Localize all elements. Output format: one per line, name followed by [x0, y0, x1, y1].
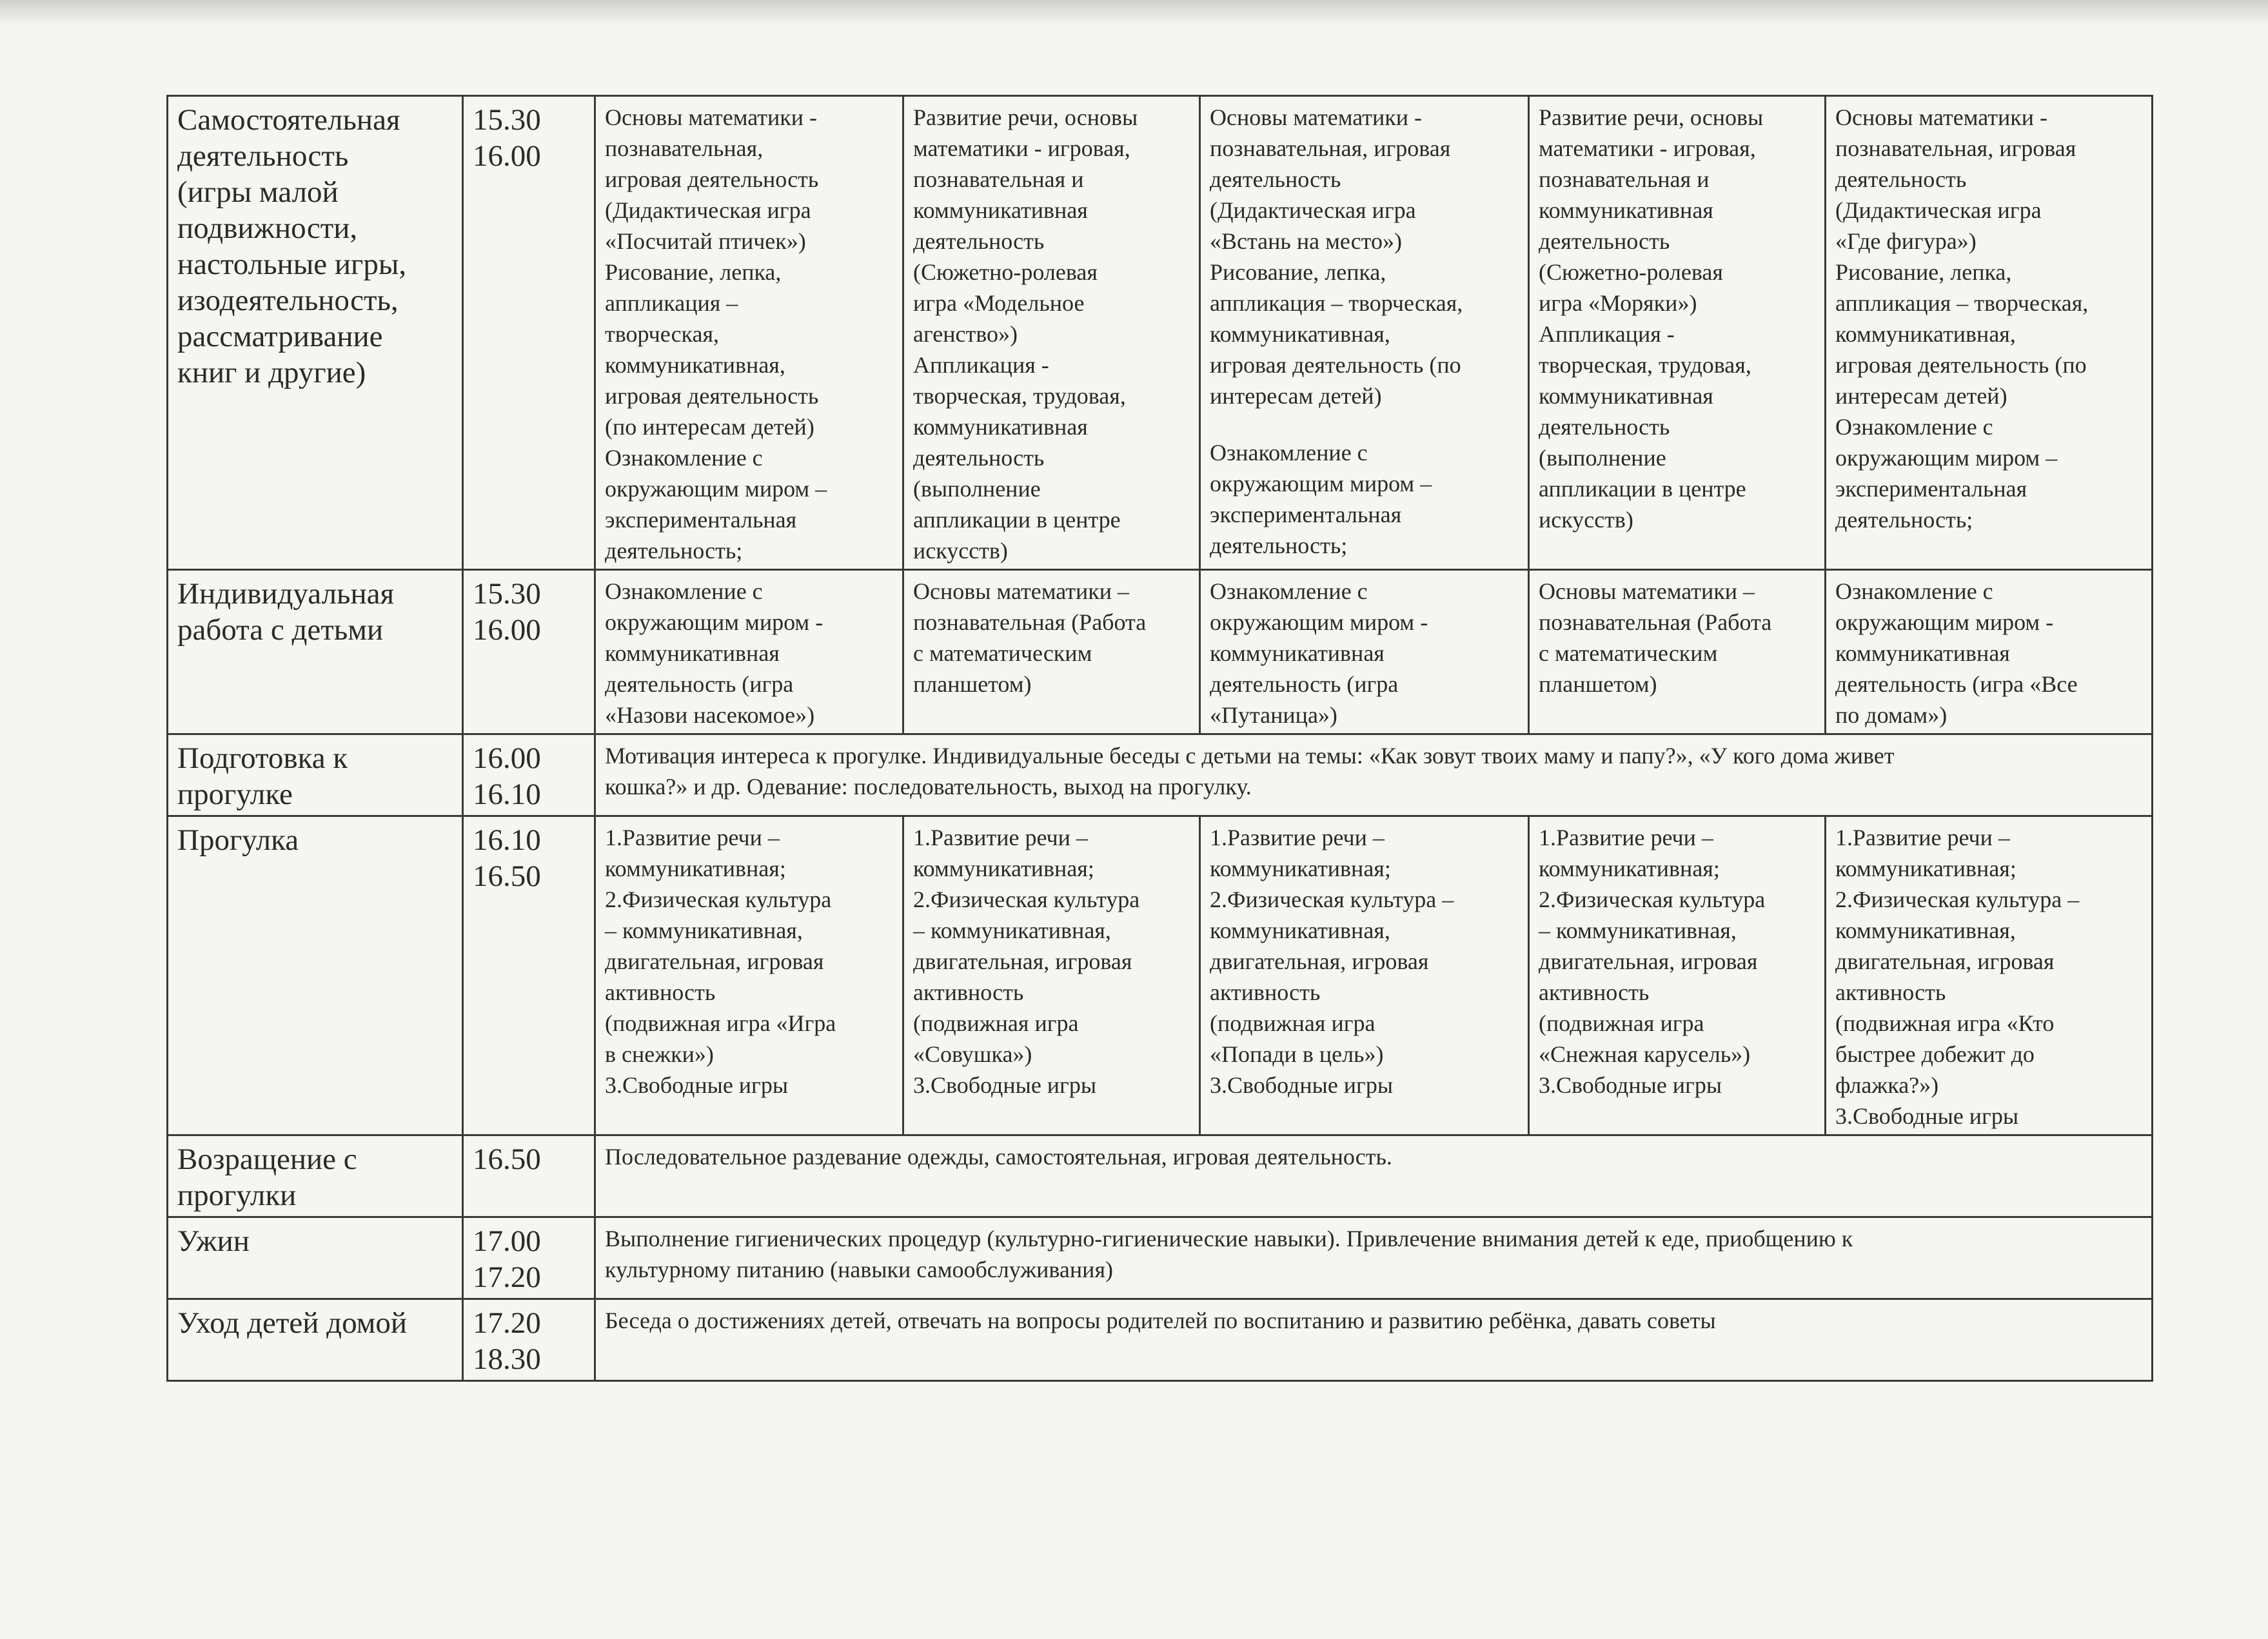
- plan-line: (подвижная игра: [913, 1010, 1079, 1036]
- plan-line: математики - игровая,: [1539, 135, 1756, 161]
- plan-line: игровая деятельность: [605, 166, 819, 192]
- merged-description-cell: [595, 1299, 2153, 1381]
- plan-line: познавательная и: [1539, 166, 1710, 192]
- plan-line: двигательная, игровая: [913, 948, 1132, 974]
- plan-line: Ознакомление с: [1835, 578, 1993, 604]
- plan-line: Основы математики –: [913, 578, 1130, 604]
- day-plan-cell: [903, 96, 1200, 570]
- plan-line: (подвижная игра: [1210, 1010, 1376, 1036]
- plan-line: (подвижная игра: [1539, 1010, 1704, 1036]
- plan-line: аппликация –: [605, 290, 738, 316]
- plan-line: флажка?»): [1835, 1072, 1939, 1098]
- day-plan-cell: [1200, 816, 1529, 1135]
- plan-line: познавательная (Работа: [913, 609, 1147, 635]
- plan-line: 3.Свободные игры: [1210, 1072, 1394, 1098]
- plan-line: искусств): [913, 538, 1008, 564]
- plan-line: экспериментальная: [1835, 476, 2027, 502]
- plan-line: окружающим миром –: [1835, 445, 2058, 471]
- plan-line: Основы математики -: [1210, 104, 1423, 130]
- plan-line: искусств): [1539, 507, 1633, 533]
- plan-line: познавательная и: [913, 166, 1084, 192]
- time-line: 16.50: [473, 859, 541, 893]
- plan-line: Рисование, лепка,: [605, 259, 782, 285]
- plan-line: деятельность: [1835, 166, 1967, 192]
- day-plan-cell: [1826, 96, 2153, 570]
- plan-line: деятельность: [913, 228, 1045, 254]
- time-line: 16.10: [473, 823, 541, 857]
- plan-line: деятельность: [1210, 166, 1341, 192]
- plan-line: коммуникативная: [1210, 640, 1385, 666]
- plan-line: в снежки»): [605, 1041, 714, 1067]
- plan-line: «Совушка»): [913, 1041, 1032, 1067]
- plan-line: познавательная (Работа: [1539, 609, 1772, 635]
- activity-line: прогулки: [177, 1179, 297, 1212]
- activity-line: Самостоятельная: [177, 103, 400, 137]
- activity-line: Ужин: [177, 1224, 250, 1258]
- schedule-row: [168, 734, 2153, 816]
- time-cell: [463, 570, 595, 734]
- description-line: Последовательное раздевание одежды, самостоятельная, игровая деятельность.: [605, 1144, 1392, 1170]
- merged-description-cell: [595, 1135, 2153, 1217]
- plan-line: 3.Свободные игры: [913, 1072, 1097, 1098]
- activity-cell: [168, 1135, 463, 1217]
- plan-line: интересам детей): [1835, 383, 2007, 409]
- plan-line: двигательная, игровая: [1210, 948, 1429, 974]
- plan-line: коммуникативная: [913, 414, 1088, 440]
- plan-line: Основы математики -: [1835, 104, 2048, 130]
- schedule-row: [168, 1299, 2153, 1381]
- plan-line: – коммуникативная,: [1539, 918, 1737, 943]
- schedule-body: [168, 96, 2153, 1381]
- merged-description-cell: [595, 734, 2153, 816]
- plan-line: познавательная, игровая: [1210, 135, 1451, 161]
- plan-line: Ознакомление с: [605, 578, 763, 604]
- activity-line: рассматривание: [177, 320, 383, 353]
- activity-cell: [168, 816, 463, 1135]
- plan-line: Основы математики -: [605, 104, 818, 130]
- day-plan-cell: [595, 96, 903, 570]
- activity-cell: [168, 570, 463, 734]
- plan-line: Аппликация -: [913, 352, 1049, 378]
- plan-line: (выполнение: [913, 476, 1041, 502]
- plan-line: деятельность (игра: [605, 671, 794, 697]
- time-line: 15.30: [473, 577, 541, 611]
- time-cell: [463, 1299, 595, 1381]
- time-line: 16.50: [473, 1143, 541, 1176]
- time-line: 15.30: [473, 103, 541, 137]
- plan-line: окружающим миром –: [605, 476, 827, 502]
- plan-line: 1.Развитие речи –: [1210, 825, 1385, 850]
- plan-line: познавательная, игровая: [1835, 135, 2076, 161]
- plan-line: 3.Свободные игры: [1835, 1103, 2019, 1129]
- day-plan-cell: [1200, 96, 1529, 570]
- plan-line: коммуникативная: [913, 197, 1088, 223]
- plan-line: Ознакомление с: [605, 445, 763, 471]
- plan-line: окружающим миром –: [1210, 471, 1432, 496]
- plan-line: Развитие речи, основы: [913, 104, 1138, 130]
- plan-line: Рисование, лепка,: [1835, 259, 2012, 285]
- plan-line: коммуникативная;: [1210, 856, 1391, 881]
- description-line: Мотивация интереса к прогулке. Индивидуальные беседы с детьми на темы: «Как зовут твоих маму и папу?», «У кого дома живет: [605, 743, 1895, 769]
- plan-line: Ознакомление с: [1835, 414, 1993, 440]
- plan-line: по домам»): [1835, 702, 1948, 728]
- plan-line: планшетом): [913, 671, 1032, 697]
- plan-line: познавательная,: [605, 135, 764, 161]
- blank-line: [1210, 411, 1519, 437]
- plan-line: коммуникативная;: [605, 856, 786, 881]
- plan-line: деятельность: [1539, 414, 1670, 440]
- activity-line: настольные игры,: [177, 248, 407, 281]
- plan-line: 2.Физическая культура: [1539, 887, 1766, 912]
- time-line: 16.00: [473, 139, 541, 173]
- plan-line: Ознакомление с: [1210, 440, 1368, 466]
- merged-description-cell: [595, 1217, 2153, 1299]
- plan-line: окружающим миром -: [1210, 609, 1428, 635]
- scan-shadow: [0, 0, 2268, 26]
- activity-cell: [168, 1299, 463, 1381]
- plan-line: игровая деятельность (по: [1210, 352, 1461, 378]
- plan-line: аппликации в центре: [913, 507, 1121, 533]
- plan-line: творческая,: [605, 321, 720, 347]
- activity-cell: [168, 734, 463, 816]
- plan-line: деятельность: [913, 445, 1045, 471]
- schedule-row: [168, 1135, 2153, 1217]
- day-plan-cell: [595, 816, 903, 1135]
- plan-line: интересам детей): [1210, 383, 1382, 409]
- time-line: 17.20: [473, 1306, 541, 1340]
- plan-line: «Снежная карусель»): [1539, 1041, 1751, 1067]
- plan-line: активность: [913, 979, 1024, 1005]
- plan-line: «Где фигура»): [1835, 228, 1977, 254]
- activity-cell: [168, 96, 463, 570]
- plan-line: двигательная, игровая: [1835, 948, 2055, 974]
- activity-line: изодеятельность,: [177, 284, 399, 317]
- day-plan-cell: [1826, 570, 2153, 734]
- activity-line: Уход детей домой: [177, 1306, 408, 1340]
- plan-line: 3.Свободные игры: [605, 1072, 789, 1098]
- plan-line: коммуникативная,: [1210, 918, 1390, 943]
- day-plan-cell: [903, 570, 1200, 734]
- schedule-row: [168, 816, 2153, 1135]
- day-plan-cell: [1529, 96, 1826, 570]
- description-line: Выполнение гигиенических процедур (культурно-гигиенические навыки). Привлечение внимания детей к еде, приобщению к: [605, 1226, 1853, 1251]
- plan-line: двигательная, игровая: [1539, 948, 1758, 974]
- plan-line: 1.Развитие речи –: [913, 825, 1088, 850]
- time-cell: [463, 1217, 595, 1299]
- plan-line: коммуникативная,: [605, 352, 785, 378]
- plan-line: активность: [1539, 979, 1650, 1005]
- time-line: 17.20: [473, 1261, 541, 1294]
- plan-line: коммуникативная;: [913, 856, 1094, 881]
- schedule-row: [168, 1217, 2153, 1299]
- plan-line: коммуникативная,: [1210, 321, 1390, 347]
- plan-line: игровая деятельность: [605, 383, 819, 409]
- plan-line: 1.Развитие речи –: [605, 825, 780, 850]
- plan-line: коммуникативная: [1539, 383, 1713, 409]
- plan-line: Основы математики –: [1539, 578, 1755, 604]
- plan-line: активность: [1210, 979, 1321, 1005]
- schedule-row: [168, 570, 2153, 734]
- plan-line: коммуникативная;: [1539, 856, 1720, 881]
- activity-line: работа с детьми: [177, 613, 384, 647]
- plan-line: Аппликация -: [1539, 321, 1675, 347]
- plan-line: (выполнение: [1539, 445, 1666, 471]
- plan-line: коммуникативная,: [1835, 321, 2016, 347]
- plan-line: коммуникативная: [1539, 197, 1713, 223]
- plan-line: деятельность (игра: [1210, 671, 1399, 697]
- plan-line: 2.Физическая культура: [913, 887, 1140, 912]
- activity-line: деятельность: [177, 139, 349, 173]
- time-line: 16.00: [473, 613, 541, 647]
- time-cell: [463, 1135, 595, 1217]
- plan-line: (Дидактическая игра: [1835, 197, 2042, 223]
- plan-line: экспериментальная: [605, 507, 797, 533]
- plan-line: «Путаница»): [1210, 702, 1337, 728]
- plan-line: игра «Моряки»): [1539, 290, 1697, 316]
- time-cell: [463, 734, 595, 816]
- plan-line: (Сюжетно-ролевая: [913, 259, 1098, 285]
- plan-line: деятельность;: [605, 538, 743, 564]
- schedule-table: [166, 95, 2153, 1382]
- description-line: Беседа о достижениях детей, отвечать на вопросы родителей по воспитанию и развитию ребёнка, давать советы: [605, 1308, 1716, 1333]
- plan-line: (Дидактическая игра: [1210, 197, 1416, 223]
- plan-line: с математическим: [913, 640, 1092, 666]
- day-plan-cell: [1200, 570, 1529, 734]
- activity-line: (игры малой: [177, 175, 339, 209]
- plan-line: аппликация – творческая,: [1835, 290, 2089, 316]
- plan-line: агенство»): [913, 321, 1018, 347]
- plan-line: активность: [605, 979, 716, 1005]
- plan-line: Ознакомление с: [1210, 578, 1368, 604]
- time-cell: [463, 96, 595, 570]
- day-plan-cell: [1529, 816, 1826, 1135]
- plan-line: окружающим миром -: [1835, 609, 2054, 635]
- plan-line: 2.Физическая культура: [605, 887, 832, 912]
- plan-line: коммуникативная: [1835, 640, 2010, 666]
- plan-line: деятельность (игра «Все: [1835, 671, 2078, 697]
- day-plan-cell: [595, 570, 903, 734]
- day-plan-cell: [903, 816, 1200, 1135]
- plan-line: аппликация – творческая,: [1210, 290, 1463, 316]
- activity-line: Индивидуальная: [177, 577, 395, 611]
- day-plan-cell: [1826, 816, 2153, 1135]
- plan-line: (Дидактическая игра: [605, 197, 811, 223]
- plan-line: активность: [1835, 979, 1946, 1005]
- plan-line: – коммуникативная,: [913, 918, 1111, 943]
- description-line: кошка?» и др. Одевание: последовательность, выход на прогулку.: [605, 774, 1252, 800]
- plan-line: 1.Развитие речи –: [1539, 825, 1713, 850]
- plan-line: (подвижная игра «Игра: [605, 1010, 836, 1036]
- plan-line: 1.Развитие речи –: [1835, 825, 2010, 850]
- plan-line: с математическим: [1539, 640, 1718, 666]
- time-line: 16.10: [473, 778, 541, 811]
- plan-line: двигательная, игровая: [605, 948, 824, 974]
- activity-cell: [168, 1217, 463, 1299]
- plan-line: аппликации в центре: [1539, 476, 1746, 502]
- activity-line: подвижности,: [177, 211, 358, 245]
- activity-line: Подготовка к: [177, 741, 348, 775]
- plan-line: быстрее добежит до: [1835, 1041, 2035, 1067]
- plan-line: игра «Модельное: [913, 290, 1085, 316]
- plan-line: (подвижная игра «Кто: [1835, 1010, 2055, 1036]
- plan-line: математики - игровая,: [913, 135, 1130, 161]
- day-plan-cell: [1529, 570, 1826, 734]
- time-line: 17.00: [473, 1224, 541, 1258]
- plan-line: деятельность: [1539, 228, 1670, 254]
- plan-line: Рисование, лепка,: [1210, 259, 1386, 285]
- plan-line: коммуникативная;: [1835, 856, 2017, 881]
- plan-line: 3.Свободные игры: [1539, 1072, 1722, 1098]
- activity-line: прогулке: [177, 778, 293, 811]
- plan-line: коммуникативная,: [1835, 918, 2016, 943]
- plan-line: «Попади в цель»): [1210, 1041, 1384, 1067]
- plan-line: (по интересам детей): [605, 414, 814, 440]
- time-cell: [463, 816, 595, 1135]
- plan-line: Развитие речи, основы: [1539, 104, 1764, 130]
- plan-line: творческая, трудовая,: [913, 383, 1126, 409]
- plan-line: экспериментальная: [1210, 502, 1402, 527]
- plan-line: деятельность;: [1835, 507, 1973, 533]
- plan-line: «Встань на место»): [1210, 228, 1402, 254]
- plan-line: планшетом): [1539, 671, 1657, 697]
- plan-line: 2.Физическая культура –: [1835, 887, 2080, 912]
- activity-line: книг и другие): [177, 356, 366, 389]
- plan-line: деятельность;: [1210, 533, 1348, 558]
- plan-line: игровая деятельность (по: [1835, 352, 2087, 378]
- activity-line: Возращение с: [177, 1143, 357, 1176]
- description-line: культурному питанию (навыки самообслуживания): [605, 1257, 1113, 1282]
- plan-line: «Назови насекомое»): [605, 702, 815, 728]
- plan-line: творческая, трудовая,: [1539, 352, 1751, 378]
- activity-line: Прогулка: [177, 823, 299, 857]
- plan-line: 2.Физическая культура –: [1210, 887, 1454, 912]
- time-line: 18.30: [473, 1342, 541, 1376]
- plan-line: коммуникативная: [605, 640, 780, 666]
- time-line: 16.00: [473, 741, 541, 775]
- plan-line: (Сюжетно-ролевая: [1539, 259, 1723, 285]
- schedule-row: [168, 96, 2153, 570]
- plan-line: окружающим миром -: [605, 609, 823, 635]
- plan-line: – коммуникативная,: [605, 918, 803, 943]
- plan-line: «Посчитай птичек»): [605, 228, 806, 254]
